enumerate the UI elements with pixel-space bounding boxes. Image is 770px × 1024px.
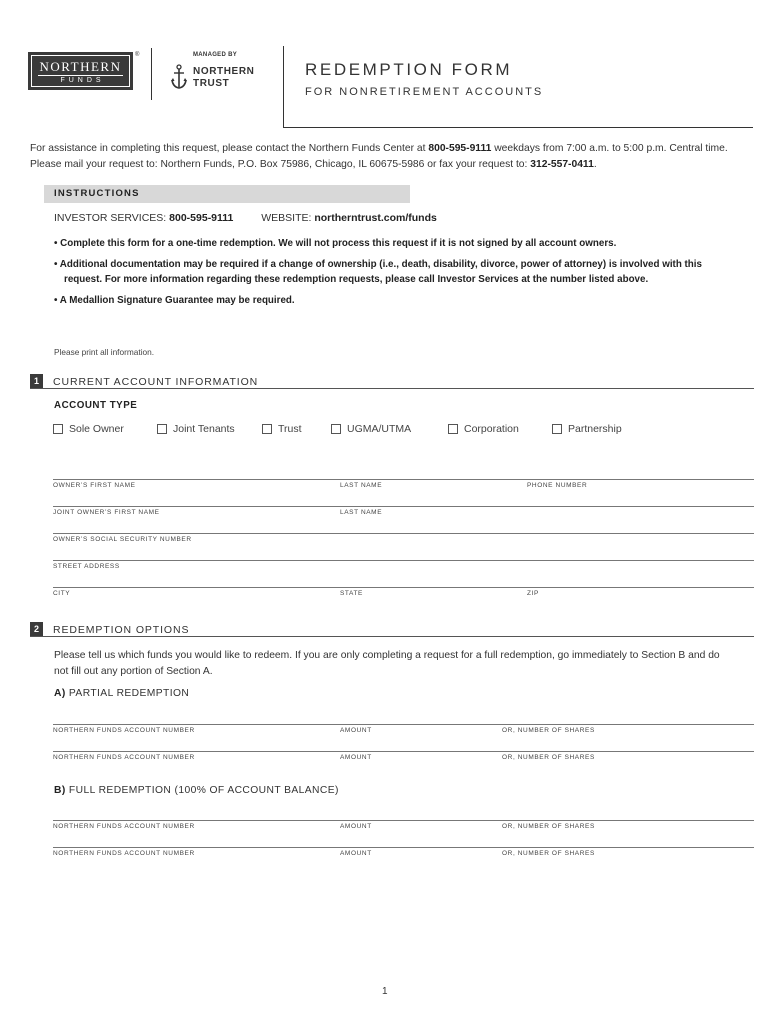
account-number-label: NORTHERN FUNDS ACCOUNT NUMBER [53,850,195,857]
bullet-item: • Complete this form for a one-time redemption. We will not process this request if it is not signed by all account owners. [54,238,617,249]
investor-services-phone: 800-595-9111 [169,212,234,224]
checkbox-joint-tenants[interactable] [157,423,235,435]
instructions-heading: INSTRUCTIONS [54,188,140,199]
checkbox-label: Joint Tenants [173,423,235,435]
amount-label: AMOUNT [340,850,372,857]
checkbox-label: Corporation [464,423,519,435]
section-2-rule [30,636,754,637]
checkbox-ugma-utma[interactable] [331,423,411,435]
shares-label: OR, NUMBER OF SHARES [502,850,595,857]
account-number-label: NORTHERN FUNDS ACCOUNT NUMBER [53,823,195,830]
checkbox-icon[interactable] [157,424,167,434]
owner-first-name-label: OWNER’S FIRST NAME [53,482,136,489]
ssn-input[interactable] [53,533,754,534]
phone-number-label: PHONE NUMBER [527,482,588,489]
checkbox-trust[interactable] [262,423,302,435]
checkbox-label: Partnership [568,423,622,435]
instruction-bullets [54,236,714,313]
section-a-letter: A) [54,688,66,699]
managed-by-text: MANAGED BY [193,52,238,58]
zip-label: ZIP [527,590,539,597]
owner-name-input[interactable] [53,479,754,480]
amount-label: AMOUNT [340,754,372,761]
amount-label: AMOUNT [340,727,372,734]
redemption-instructions-text: Please tell us which funds you would like to redeem. If you are only completing a request for a full redemption, go immediately to Section B and do not fill out any portion of Section A. [54,650,720,677]
checkbox-icon[interactable] [262,424,272,434]
account-number-label: NORTHERN FUNDS ACCOUNT NUMBER [53,754,195,761]
title-divider [283,46,284,128]
partial-row-2-input[interactable] [53,751,754,752]
bullet-item: • A Medallion Signature Guarantee may be required. [54,294,295,306]
shares-label: OR, NUMBER OF SHARES [502,754,595,761]
checkbox-icon[interactable] [53,424,63,434]
intro-text-3: . [593,159,597,170]
logo-top-text: NORTHERN [39,59,122,74]
ssn-label: OWNER’S SOCIAL SECURITY NUMBER [53,536,192,543]
header-divider [151,48,152,100]
northern-funds-logo [28,52,133,90]
full-row-1-input[interactable] [53,820,754,821]
checkbox-partnership[interactable] [552,423,622,435]
account-type-label: ACCOUNT TYPE [54,400,138,411]
section-a-title: PARTIAL REDEMPTION [65,688,190,699]
intro-phone: 800-595-9111 [428,143,492,154]
print-note: Please print all information. [54,347,155,357]
account-number-label: NORTHERN FUNDS ACCOUNT NUMBER [53,727,195,734]
form-title: REDEMPTION FORM [305,60,513,79]
intro-text-1: For assistance in completing this request, please contact the Northern Funds Center at [30,143,429,154]
checkbox-corporation[interactable] [448,423,519,435]
contact-line [54,212,437,224]
northern-trust-text-1: NORTHERN [193,66,255,77]
logo-bottom-text: FUNDS [60,77,105,84]
joint-last-name-label: LAST NAME [340,509,383,516]
checkbox-icon[interactable] [331,424,341,434]
section-1-number: 1 [30,374,43,388]
city-state-zip-input[interactable] [53,587,754,588]
page-number: 1 [382,986,388,997]
form-subtitle: FOR NONRETIREMENT ACCOUNTS [305,86,544,98]
partial-row-1-input[interactable] [53,724,754,725]
joint-owner-input[interactable] [53,506,754,507]
street-address-label: STREET ADDRESS [53,563,120,570]
section-b-title: FULL REDEMPTION (100% OF ACCOUNT BALANCE) [65,785,339,796]
section-2-number: 2 [30,622,43,636]
full-redemption-heading [54,785,339,796]
shares-label: OR, NUMBER OF SHARES [502,727,595,734]
bullet-item: • Additional documentation may be required if a change of ownership (i.e., death, disability, divorce, power of attorney) is involved with this request. For more information regarding these redemption requests, please call Investor Services at the number listed above. [54,258,702,285]
investor-services-label: INVESTOR SERVICES: [54,212,170,224]
city-label: CITY [53,590,71,597]
section-2-title: REDEMPTION OPTIONS [53,624,190,636]
assistance-paragraph [30,141,730,173]
shares-label: OR, NUMBER OF SHARES [502,823,595,830]
checkbox-label: UGMA/UTMA [347,423,412,435]
title-underline [283,127,753,128]
northern-trust-text-2: TRUST [193,78,230,89]
checkbox-label: Trust [278,423,302,435]
registered-mark: ® [135,52,140,58]
website-label: WEBSITE: [261,212,315,224]
state-label: STATE [340,590,363,597]
intro-fax: 312-557-0411 [530,159,594,170]
amount-label: AMOUNT [340,823,372,830]
checkbox-icon[interactable] [552,424,562,434]
joint-first-name-label: JOINT OWNER’S FIRST NAME [53,509,160,516]
full-row-2-input[interactable] [53,847,754,848]
section-b-letter: B) [54,785,66,796]
section-1-rule [30,388,754,389]
checkbox-label: Sole Owner [69,423,124,435]
street-address-input[interactable] [53,560,754,561]
checkbox-sole-owner[interactable] [53,423,124,435]
checkbox-icon[interactable] [448,424,458,434]
partial-redemption-heading [54,688,189,699]
section-1-title: CURRENT ACCOUNT INFORMATION [53,376,259,388]
owner-last-name-label: LAST NAME [340,482,383,489]
intro-text-2: weekdays from 7:00 a.m. to 5:00 p.m. Central time. Please mail your request to: Northern Funds, P.O. Box 75986, Chicago, IL 60675-5986 or fax your request to: [30,143,728,170]
northern-trust-anchor-icon [170,64,188,90]
website-link[interactable]: northerntrust.com/funds [314,212,437,224]
